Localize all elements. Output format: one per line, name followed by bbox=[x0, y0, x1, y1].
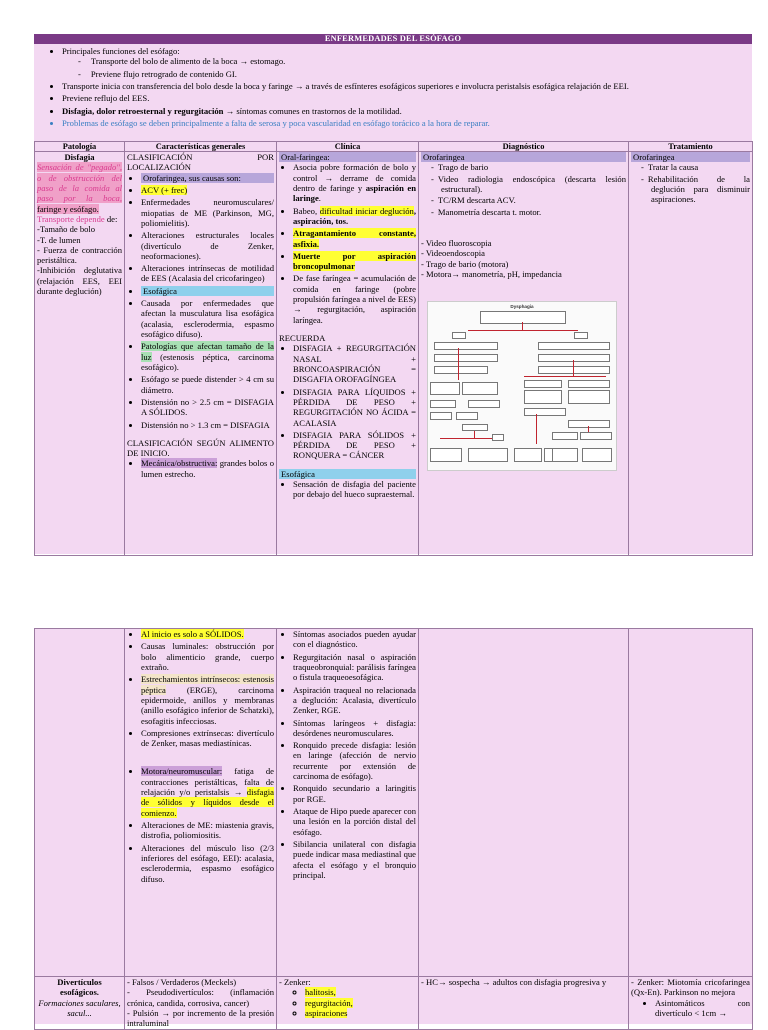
cell-clinica-2 bbox=[277, 629, 419, 977]
cell-caracteristicas-2 bbox=[125, 629, 277, 977]
header-clinica: Clínica bbox=[277, 142, 419, 152]
div-trat-item: - Zenker: Miotomía cricofaringea (Qx-En). Parkinson no mejora bbox=[631, 977, 750, 998]
cli2-list bbox=[279, 629, 416, 880]
cell-div-trat bbox=[629, 977, 753, 1030]
div-trat-subitem: • Asintomáticos con divertículo < 1cm → bbox=[655, 998, 750, 1019]
cell-diagnostico bbox=[419, 152, 629, 556]
clinica-list bbox=[279, 162, 416, 325]
diag-eso-item: - Motora→ manometría, pH, impedancia bbox=[421, 268, 562, 279]
car2-item: • Motora/neuromuscular: fatiga de contracciones peristálticas, falta de relajación y/o peristalsis → disfagia de sólidos y líquidos desde el comienzo. bbox=[141, 766, 274, 818]
diag-item: - TC/RM descarta ACV. bbox=[441, 195, 626, 205]
disfagia-transport: Transporte depende de: bbox=[37, 213, 118, 224]
cli2-item: • Síntomas asociados pueden ayudar con el diagnóstico. bbox=[293, 629, 416, 650]
cell-diverticulos bbox=[35, 977, 125, 1030]
car2-item: • Alteraciones de ME: miastenia gravis, distrofia, poliomiositis. bbox=[141, 820, 274, 841]
cell-tratamiento bbox=[629, 152, 753, 556]
car-item: • Causada por enfermedades que afectan la musculatura lisa esofágica (acalasia, esclerodermia, espasmo esofágico difuso). bbox=[141, 298, 274, 339]
div-trat-list bbox=[631, 998, 750, 1019]
intro-item: • Disfagia, dolor retroesternal y regurgitación → síntomas comunes en trastornos de la motilidad. bbox=[62, 106, 752, 116]
header-diagnostico: Diagnóstico bbox=[419, 142, 629, 152]
car-item: • ACV (+ frec) bbox=[141, 185, 274, 195]
clinica-item: • Muerte por aspiración broncopulmonar bbox=[293, 251, 416, 272]
cli2-item: • Sibilancia unilateral con disfagia puede indicar masa mediastinal que afecta el esófago y el bronquio principal. bbox=[293, 839, 416, 880]
trat-orofaringea-label: Orofaringea bbox=[631, 152, 750, 162]
car-list bbox=[127, 173, 274, 430]
car-item: • Esofágica bbox=[141, 286, 274, 296]
cli2-item: • Ronquido secundario a laringitis por RGE. bbox=[293, 783, 416, 804]
factor-item: -T. de lumen bbox=[37, 234, 81, 245]
trat-list bbox=[631, 162, 750, 204]
car-item: • Alteraciones estructurales locales (divertículo de Zenker, neoformaciones). bbox=[141, 230, 274, 261]
diag-eso-item: - Videoendoscopia bbox=[421, 248, 485, 259]
recuerda-item: • DISFAGIA PARA LÍQUIDOS + PÉRDIDA DE PESO + REGURGITACIÓN NO ÁCIDA = ACALASIA bbox=[293, 387, 416, 428]
intro-list bbox=[34, 46, 752, 128]
car-item: • Distensión no > 1.3 cm = DISFAGIA bbox=[141, 420, 274, 430]
car-item: • Distensión no > 2.5 cm = DISFAGIA A SÓLIDOS. bbox=[141, 397, 274, 418]
pathology-table bbox=[34, 141, 753, 556]
diag-item: - Manometría descarta t. motor. bbox=[441, 207, 626, 217]
cli2-item: • Síntomas laríngeos + disfagia: desórdenes neuromusculares. bbox=[293, 718, 416, 739]
zenker-item: ◦ regurgitación, bbox=[305, 998, 416, 1008]
intro-item: • Previene reflujo del EES. bbox=[62, 93, 752, 103]
recuerda-label: RECUERDA bbox=[279, 333, 326, 343]
zenker-label: - Zenker: bbox=[279, 977, 311, 987]
car2-list bbox=[127, 629, 274, 748]
car-item: • Enfermedades neuromusculares/ miopatias de ME (Parkinson, MG, poliomielitis). bbox=[141, 197, 274, 228]
clasif-inicio: CLASIFICACIÓN SEGÚN ALIMENTO DE INICIO. bbox=[127, 437, 274, 459]
zenker-item: ◦ aspiraciones bbox=[305, 1008, 416, 1018]
div-car-item: - Pulsión → por incremento de la presión intraluminal bbox=[127, 1007, 274, 1029]
diag-item: - Video radiologia endoscópica (descarta lesión estructural). bbox=[441, 174, 626, 195]
cell-tratamiento-2 bbox=[629, 629, 753, 977]
disfagia-definition: Sensación de "pegado", o de obstrucción del paso de la comida al paso por la boca, faringe y esófago. bbox=[37, 162, 122, 214]
cell-patologia-2 bbox=[35, 629, 125, 977]
car2-item: • Al inicio es solo a SÓLIDOS. bbox=[141, 629, 274, 639]
intro-item: • Transporte inicia con transferencia del bolo desde la boca y faringe → a través de esfínteres esofágicos superiores e involucra peristalsis esofágica relajación de EEI. bbox=[62, 81, 752, 91]
div-diag-item: - HC→ sospecha → adultos con disfagia progresiva y bbox=[421, 977, 607, 987]
header-tratamiento: Tratamiento bbox=[629, 142, 753, 152]
car2-item: • Causas luminales: obstrucción por bolo alimenticio grande, cuerpo extraño. bbox=[141, 641, 274, 672]
div-car-item: - Pseudodivertículos: (inflamación crónica, candida, corrosiva, cancer) bbox=[127, 987, 274, 1008]
car2-item: • Alteraciones del músculo liso (2/3 inferiores del esófago, EEI): acalasia, esclerodermia, espasmo esofágico difuso. bbox=[141, 843, 274, 884]
div-car-item: - Falsos / Verdaderos (Meckels) bbox=[127, 977, 237, 987]
recuerda-item: • DISFAGIA + REGURGITACIÓN NASAL + BRONCOASPIRACIÓN = DISGAFIA OROFAGÍNGEA bbox=[293, 343, 416, 384]
car2-list-b bbox=[127, 766, 274, 883]
header-patologia: Patología bbox=[35, 142, 125, 152]
function-item: - Previene flujo retrogrado de contenido GI. bbox=[92, 69, 752, 79]
cell-caracteristicas bbox=[125, 152, 277, 556]
recuerda-list bbox=[279, 343, 416, 460]
car2-item: • Estrechamientos intrínsecos: estenosis péptica (ERGE), carcinoma epidermoide, anillos y membranas (anillo esofágico inferior de Schatzki), esofagitis infecciosas. bbox=[141, 674, 274, 726]
cell-patologia bbox=[35, 152, 125, 556]
zenker-item: ◦ halitosis, bbox=[305, 987, 416, 997]
diag-eso-item: - Trago de bario (motora) bbox=[421, 258, 509, 269]
esofagica-item: • Sensación de disfagia del paciente por debajo del hueco supraesternal. bbox=[293, 479, 416, 500]
trat-item: - Tratar la causa bbox=[651, 162, 750, 172]
oral-faringea-label: Oral-faringea: bbox=[279, 152, 416, 162]
header-caracteristicas: Características generales bbox=[125, 142, 277, 152]
car-item: • Patologías que afectan tamaño de la luz (estenosis péptica, carcinoma esofágico). bbox=[141, 341, 274, 372]
functions-list bbox=[62, 56, 752, 79]
factor-item: - Fuerza de contracción peristáltica. bbox=[37, 244, 122, 266]
diag-eso-item: - Video fluoroscopia bbox=[421, 237, 492, 248]
car-item: • Orofaringea, sus causas son: bbox=[141, 173, 274, 183]
zenker-list bbox=[279, 987, 416, 1018]
function-item: - Transporte del bolo de alimento de la boca → estomago. bbox=[92, 56, 752, 66]
dysphagia-flowchart-image: Dysphagia bbox=[427, 301, 617, 471]
cli2-item: • Aspiración traqueal no relacionada a deglución: Acalasia, divertículo Zenker, RGE. bbox=[293, 685, 416, 716]
document-page-2 bbox=[34, 628, 752, 1029]
document-page-1 bbox=[34, 34, 752, 554]
clinica-item: • Babeo, dificultad iniciar deglución, aspiración, tos. bbox=[293, 206, 416, 227]
car2-item: • Compresiones extrínsecas: divertículo de Zenker, masas mediastínicas. bbox=[141, 728, 274, 749]
diverticulos-subtitle: Formaciones saculares, sacul... bbox=[38, 997, 121, 1018]
car-item: • Alteraciones intrínsecas de motilidad de EES (Acalasia del cricofaringeo) bbox=[141, 263, 274, 284]
pathology-table-continued bbox=[34, 628, 753, 1030]
disfagia-title: Disfagia bbox=[64, 152, 95, 162]
cell-div-cli bbox=[277, 977, 419, 1030]
cli2-item: • Regurgitación nasal o aspiración traqueobronquial: parálisis faríngea o fístula traqueoesofágica. bbox=[293, 652, 416, 683]
car-item: • Mecánica/obstructiva: grandes bolos o lumen estrecho. bbox=[141, 458, 274, 479]
diag-orofaringea-label: Orofaringea bbox=[421, 152, 626, 162]
cli2-item: • Ronquido precede disfagia: lesión en laringe (afección de nervio recurrente por extensión de carcinoma de esófago). bbox=[293, 740, 416, 781]
cli2-item: • Ataque de Hipo puede aparecer con una lesión en la porción distal del esófago. bbox=[293, 806, 416, 837]
cell-clinica bbox=[277, 152, 419, 556]
recuerda-item: • DISFAGIA PARA SÓLIDOS + PÉRDIDA DE PESO + RONQUERA = CÁNCER bbox=[293, 430, 416, 461]
clinica-item: • Asocia pobre formación de bolo y control → derrame de comida dentro de faringe y aspiración en laringe. bbox=[293, 162, 416, 203]
diverticulos-title: Divertículos esofágicos. bbox=[57, 977, 102, 998]
esofagica-label: Esofágica bbox=[279, 469, 416, 479]
clinica-item: • Atragantamiento constante, asfixia. bbox=[293, 228, 416, 249]
clasif-localizacion: CLASIFICACIÓN POR LOCALIZACIÓN bbox=[127, 152, 274, 173]
car-list-2 bbox=[127, 458, 274, 479]
esofagica-list bbox=[279, 479, 416, 500]
page-banner: ENFERMEDADES DEL ESÓFAGO bbox=[34, 34, 752, 44]
cell-div-diag bbox=[419, 977, 629, 1030]
factor-item: -Tamaño de bolo bbox=[37, 224, 96, 235]
intro-item-blue: • Problemas de esófago se deben principalmente a falta de serosa y poca vascularidad en esófago torácico a la hora de reparar. bbox=[62, 118, 752, 128]
cell-diagnostico-2 bbox=[419, 629, 629, 977]
clinica-item: • De fase faríngea = acumulación de comida en faringe (pobre propulsión faríngea a nivel de EES) → regurgitación, aspiración laríngea. bbox=[293, 273, 416, 325]
trat-item: - Rehabilitación de la deglución para disminuir aspiraciones. bbox=[651, 174, 750, 205]
diag-item: - Trago de bario bbox=[441, 162, 626, 172]
car-item: • Esófago se puede distender > 4 cm su diámetro. bbox=[141, 374, 274, 395]
factor-item: -Inhibición deglutativa (relajación EES, EEI durante deglución) bbox=[37, 265, 122, 297]
cell-div-car bbox=[125, 977, 277, 1030]
intro-item: • Principales funciones del esófago: - Transporte del bolo de alimento de la boca → estomago. - Previene flujo retrogrado de contenido GI. bbox=[62, 46, 752, 79]
diag-list bbox=[421, 162, 626, 217]
